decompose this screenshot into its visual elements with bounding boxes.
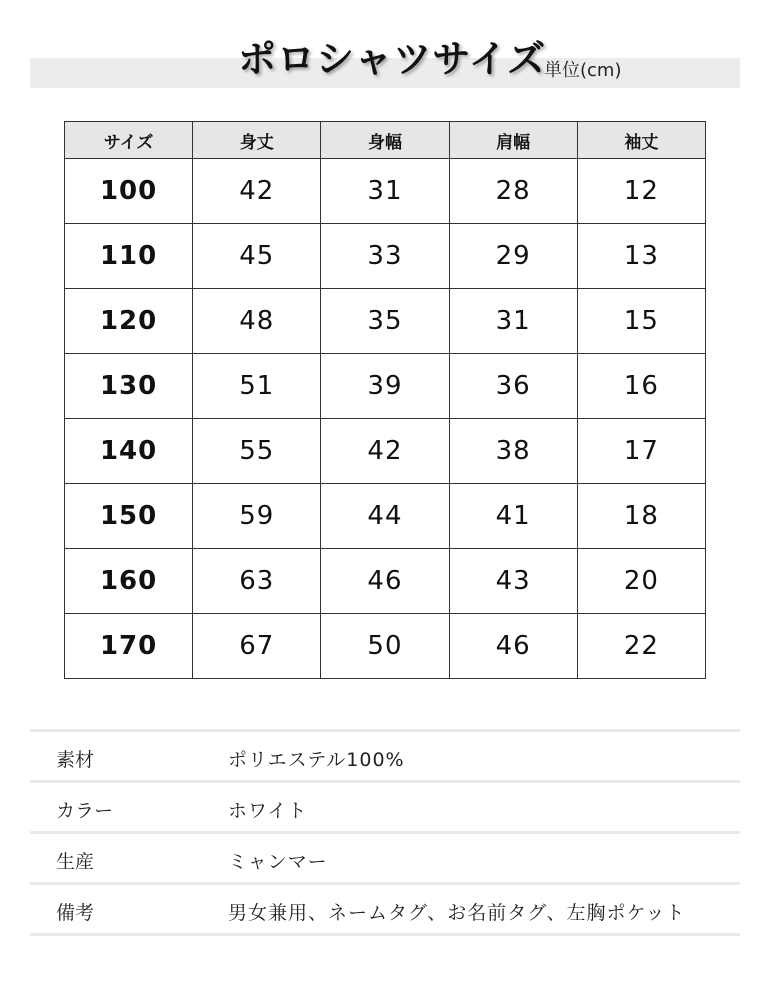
info-label: 生産 bbox=[56, 851, 95, 873]
shoulder-cell: 29 bbox=[449, 224, 577, 289]
length-cell: 67 bbox=[193, 614, 321, 679]
length-cell: 42 bbox=[193, 159, 321, 224]
table-row bbox=[65, 484, 706, 549]
shoulder-cell: 31 bbox=[449, 289, 577, 354]
size-cell: 120 bbox=[65, 289, 193, 354]
width-cell: 33 bbox=[321, 224, 449, 289]
sleeve-cell: 17 bbox=[577, 419, 705, 484]
column-header-shoulder: 肩幅 bbox=[449, 122, 577, 159]
info-value: ポリエステル100% bbox=[228, 749, 405, 771]
info-label: 備考 bbox=[56, 902, 95, 924]
column-header-length: 身丈 bbox=[193, 122, 321, 159]
size-cell: 100 bbox=[65, 159, 193, 224]
shoulder-cell: 36 bbox=[449, 354, 577, 419]
info-row-color bbox=[30, 780, 740, 831]
unit-label: 単位(cm) bbox=[544, 60, 622, 81]
length-cell: 55 bbox=[193, 419, 321, 484]
size-cell: 160 bbox=[65, 549, 193, 614]
size-cell: 150 bbox=[65, 484, 193, 549]
sleeve-cell: 16 bbox=[577, 354, 705, 419]
width-cell: 50 bbox=[321, 614, 449, 679]
width-cell: 39 bbox=[321, 354, 449, 419]
column-header-width: 身幅 bbox=[321, 122, 449, 159]
width-cell: 31 bbox=[321, 159, 449, 224]
column-header-size: サイズ bbox=[65, 122, 193, 159]
length-cell: 45 bbox=[193, 224, 321, 289]
width-cell: 46 bbox=[321, 549, 449, 614]
sleeve-cell: 12 bbox=[577, 159, 705, 224]
sleeve-cell: 13 bbox=[577, 224, 705, 289]
sleeve-cell: 22 bbox=[577, 614, 705, 679]
info-value: ミャンマー bbox=[228, 851, 328, 873]
length-cell: 51 bbox=[193, 354, 321, 419]
length-cell: 59 bbox=[193, 484, 321, 549]
info-value: 男女兼用、ネームタグ、お名前タグ、左胸ポケット bbox=[228, 902, 686, 924]
table-header-row bbox=[65, 122, 706, 159]
table-row bbox=[65, 224, 706, 289]
page-title: ポロシャツサイズ bbox=[238, 37, 547, 81]
info-label: 素材 bbox=[56, 749, 95, 771]
sleeve-cell: 18 bbox=[577, 484, 705, 549]
table-row bbox=[65, 549, 706, 614]
size-cell: 130 bbox=[65, 354, 193, 419]
table-row bbox=[65, 354, 706, 419]
length-cell: 63 bbox=[193, 549, 321, 614]
table-row bbox=[65, 419, 706, 484]
sleeve-cell: 15 bbox=[577, 289, 705, 354]
shoulder-cell: 38 bbox=[449, 419, 577, 484]
info-value: ホワイト bbox=[228, 800, 308, 822]
size-cell: 170 bbox=[65, 614, 193, 679]
table-row bbox=[65, 289, 706, 354]
table-row bbox=[65, 159, 706, 224]
shoulder-cell: 46 bbox=[449, 614, 577, 679]
size-table bbox=[64, 121, 706, 679]
width-cell: 42 bbox=[321, 419, 449, 484]
column-header-sleeve: 袖丈 bbox=[577, 122, 705, 159]
width-cell: 35 bbox=[321, 289, 449, 354]
info-label: カラー bbox=[56, 800, 114, 822]
size-cell: 140 bbox=[65, 419, 193, 484]
info-row-material bbox=[30, 729, 740, 780]
info-row-notes bbox=[30, 882, 740, 936]
width-cell: 44 bbox=[321, 484, 449, 549]
shoulder-cell: 28 bbox=[449, 159, 577, 224]
info-row-origin bbox=[30, 831, 740, 882]
size-cell: 110 bbox=[65, 224, 193, 289]
table-row bbox=[65, 614, 706, 679]
product-info bbox=[30, 729, 740, 936]
sleeve-cell: 20 bbox=[577, 549, 705, 614]
shoulder-cell: 43 bbox=[449, 549, 577, 614]
length-cell: 48 bbox=[193, 289, 321, 354]
shoulder-cell: 41 bbox=[449, 484, 577, 549]
